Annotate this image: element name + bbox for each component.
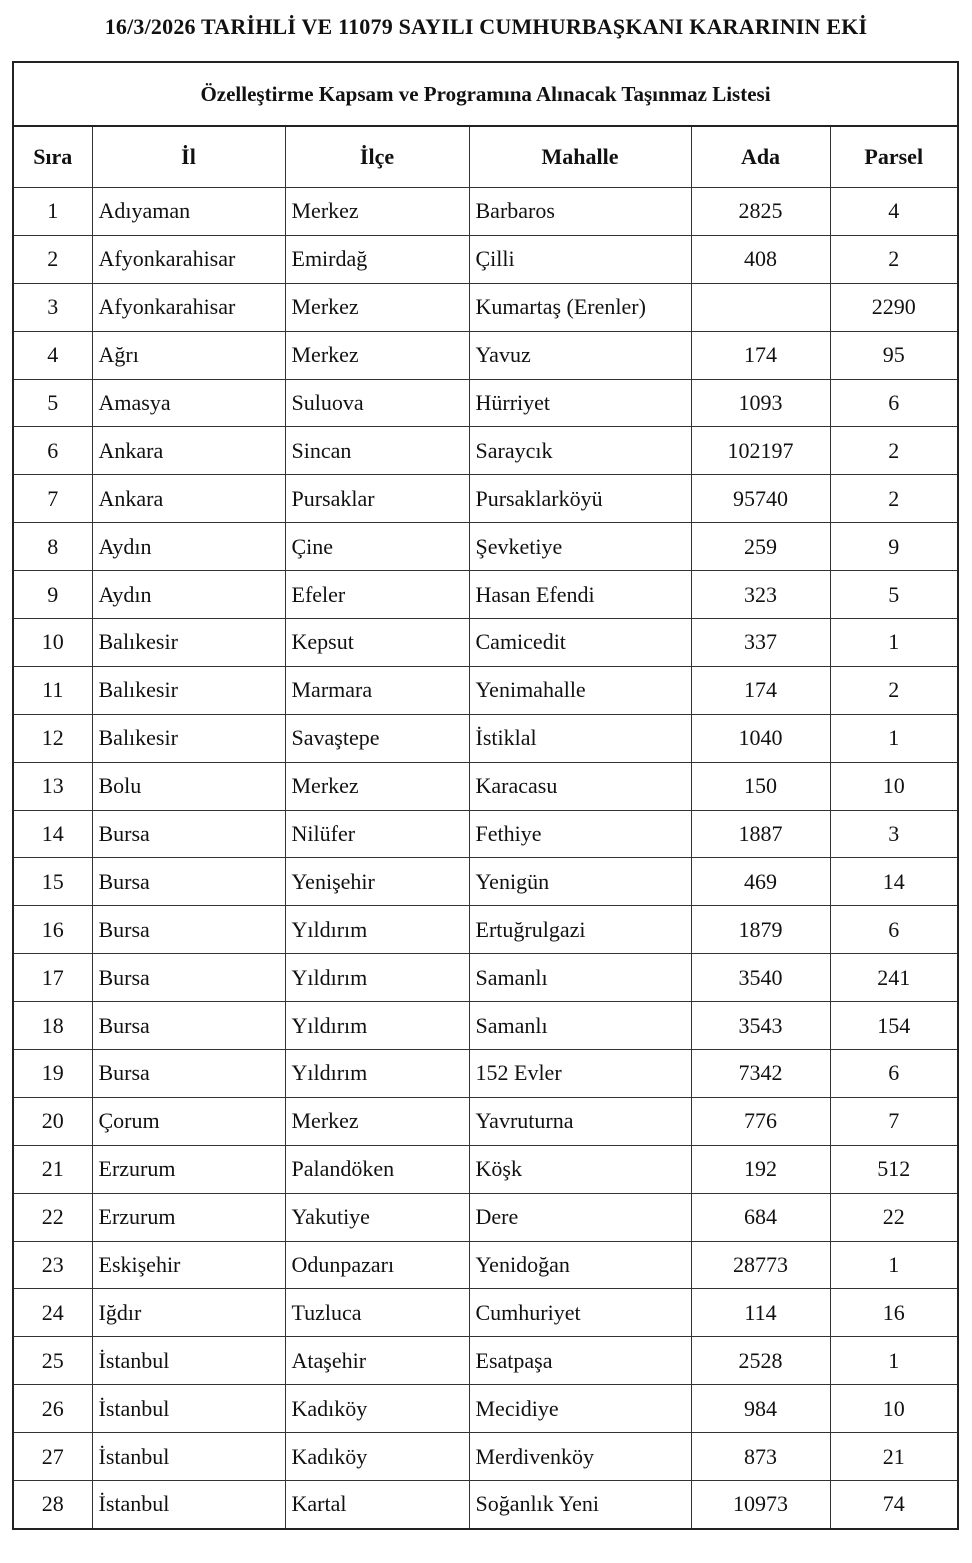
table-row [14,1097,957,1145]
cell-mahalle: İstiklal [469,714,691,762]
cell-ilce: Sincan [285,427,469,475]
cell-sira: 16 [14,906,92,954]
table-row [14,810,957,858]
cell-ilce: Merkez [285,283,469,331]
table-row [14,858,957,906]
cell-mahalle: Yenimahalle [469,666,691,714]
cell-parsel: 4 [830,188,957,236]
table-row [14,666,957,714]
cell-sira: 7 [14,475,92,523]
cell-ilce: Çine [285,523,469,571]
cell-mahalle: Soğanlık Yeni [469,1481,691,1528]
cell-sira: 17 [14,954,92,1002]
cell-parsel: 1 [830,1337,957,1385]
table-row [14,906,957,954]
cell-ada: 2528 [691,1337,830,1385]
cell-sira: 22 [14,1193,92,1241]
cell-ilce: Suluova [285,379,469,427]
cell-sira: 26 [14,1385,92,1433]
cell-mahalle: Saraycık [469,427,691,475]
cell-il: Çorum [92,1097,285,1145]
cell-mahalle: Mecidiye [469,1385,691,1433]
cell-il: Balıkesir [92,714,285,762]
cell-sira: 9 [14,571,92,619]
table-row [14,571,957,619]
cell-ada: 114 [691,1289,830,1337]
table-row [14,1433,957,1481]
cell-il: Afyonkarahisar [92,283,285,331]
header-il: İl [92,127,285,188]
table-row [14,283,957,331]
property-list-sheet [12,61,959,1530]
cell-parsel: 2 [830,666,957,714]
cell-parsel: 6 [830,906,957,954]
cell-ada: 3540 [691,954,830,1002]
cell-il: İstanbul [92,1337,285,1385]
table-row [14,331,957,379]
cell-ilce: Efeler [285,571,469,619]
table-row [14,1337,957,1385]
cell-il: Iğdır [92,1289,285,1337]
table-row [14,379,957,427]
cell-ada: 192 [691,1145,830,1193]
cell-ada: 776 [691,1097,830,1145]
cell-parsel: 10 [830,1385,957,1433]
table-row [14,1050,957,1098]
cell-ilce: Kartal [285,1481,469,1528]
cell-il: Amasya [92,379,285,427]
table-row [14,1481,957,1528]
cell-mahalle: Çilli [469,235,691,283]
cell-sira: 27 [14,1433,92,1481]
cell-ada: 28773 [691,1241,830,1289]
cell-ada: 873 [691,1433,830,1481]
cell-mahalle: Yavuz [469,331,691,379]
cell-parsel: 154 [830,1002,957,1050]
property-table [14,127,957,1528]
cell-il: Ankara [92,475,285,523]
cell-il: Ağrı [92,331,285,379]
cell-parsel: 2 [830,475,957,523]
cell-ilce: Yıldırım [285,954,469,1002]
cell-il: Bursa [92,810,285,858]
table-row [14,188,957,236]
cell-sira: 14 [14,810,92,858]
cell-ilce: Nilüfer [285,810,469,858]
table-row [14,427,957,475]
cell-mahalle: 152 Evler [469,1050,691,1098]
cell-parsel: 1 [830,1241,957,1289]
cell-ada: 684 [691,1193,830,1241]
cell-mahalle: Esatpaşa [469,1337,691,1385]
cell-sira: 18 [14,1002,92,1050]
cell-sira: 19 [14,1050,92,1098]
cell-parsel: 241 [830,954,957,1002]
cell-ada: 3543 [691,1002,830,1050]
cell-il: İstanbul [92,1385,285,1433]
cell-mahalle: Köşk [469,1145,691,1193]
cell-parsel: 95 [830,331,957,379]
cell-sira: 20 [14,1097,92,1145]
header-sira: Sıra [14,127,92,188]
table-row [14,619,957,667]
cell-mahalle: Karacasu [469,762,691,810]
cell-mahalle: Barbaros [469,188,691,236]
cell-ilce: Yenişehir [285,858,469,906]
cell-sira: 4 [14,331,92,379]
cell-ada: 1093 [691,379,830,427]
cell-sira: 2 [14,235,92,283]
cell-parsel: 74 [830,1481,957,1528]
cell-mahalle: Ertuğrulgazi [469,906,691,954]
cell-il: Ankara [92,427,285,475]
cell-mahalle: Dere [469,1193,691,1241]
cell-ilce: Tuzluca [285,1289,469,1337]
cell-parsel: 21 [830,1433,957,1481]
cell-parsel: 2 [830,427,957,475]
cell-sira: 1 [14,188,92,236]
cell-parsel: 1 [830,619,957,667]
cell-sira: 5 [14,379,92,427]
cell-parsel: 3 [830,810,957,858]
table-body [14,188,957,1528]
cell-sira: 11 [14,666,92,714]
table-row [14,523,957,571]
cell-parsel: 6 [830,1050,957,1098]
cell-ilce: Yıldırım [285,906,469,954]
cell-ilce: Yakutiye [285,1193,469,1241]
cell-ilce: Yıldırım [285,1050,469,1098]
cell-ilce: Merkez [285,1097,469,1145]
table-row [14,1002,957,1050]
cell-ilce: Merkez [285,762,469,810]
cell-ada: 984 [691,1385,830,1433]
cell-ada: 337 [691,619,830,667]
cell-sira: 25 [14,1337,92,1385]
table-row [14,235,957,283]
cell-ada: 174 [691,666,830,714]
cell-mahalle: Kumartaş (Erenler) [469,283,691,331]
cell-il: Bolu [92,762,285,810]
cell-ilce: Yıldırım [285,1002,469,1050]
cell-il: Erzurum [92,1193,285,1241]
cell-il: Adıyaman [92,188,285,236]
header-ilce: İlçe [285,127,469,188]
cell-sira: 10 [14,619,92,667]
cell-mahalle: Fethiye [469,810,691,858]
table-row [14,954,957,1002]
cell-parsel: 16 [830,1289,957,1337]
table-row [14,762,957,810]
cell-il: Bursa [92,858,285,906]
cell-il: Bursa [92,906,285,954]
cell-ilce: Pursaklar [285,475,469,523]
list-title: Özelleştirme Kapsam ve Programına Alınacak Taşınmaz Listesi [14,63,957,127]
cell-sira: 15 [14,858,92,906]
cell-sira: 6 [14,427,92,475]
cell-ada [691,283,830,331]
table-row [14,1289,957,1337]
cell-ilce: Merkez [285,188,469,236]
cell-ilce: Kadıköy [285,1433,469,1481]
cell-ilce: Kepsut [285,619,469,667]
cell-sira: 8 [14,523,92,571]
cell-parsel: 22 [830,1193,957,1241]
cell-sira: 3 [14,283,92,331]
cell-ada: 150 [691,762,830,810]
table-row [14,475,957,523]
cell-parsel: 7 [830,1097,957,1145]
cell-ada: 1879 [691,906,830,954]
cell-mahalle: Samanlı [469,954,691,1002]
cell-mahalle: Şevketiye [469,523,691,571]
cell-ada: 1040 [691,714,830,762]
cell-ilce: Kadıköy [285,1385,469,1433]
cell-sira: 24 [14,1289,92,1337]
cell-il: İstanbul [92,1481,285,1528]
cell-ilce: Merkez [285,331,469,379]
cell-il: Aydın [92,571,285,619]
cell-ada: 102197 [691,427,830,475]
cell-ilce: Emirdağ [285,235,469,283]
cell-ada: 2825 [691,188,830,236]
cell-mahalle: Pursaklarköyü [469,475,691,523]
cell-mahalle: Yenigün [469,858,691,906]
cell-ada: 469 [691,858,830,906]
cell-il: Afyonkarahisar [92,235,285,283]
cell-sira: 28 [14,1481,92,1528]
cell-sira: 13 [14,762,92,810]
table-row [14,1145,957,1193]
cell-parsel: 14 [830,858,957,906]
table-row [14,1193,957,1241]
cell-parsel: 6 [830,379,957,427]
cell-ilce: Marmara [285,666,469,714]
cell-parsel: 2 [830,235,957,283]
cell-parsel: 5 [830,571,957,619]
cell-parsel: 512 [830,1145,957,1193]
cell-il: Erzurum [92,1145,285,1193]
cell-il: Bursa [92,1050,285,1098]
cell-ada: 7342 [691,1050,830,1098]
cell-mahalle: Yavruturna [469,1097,691,1145]
cell-ilce: Savaştepe [285,714,469,762]
cell-ada: 1887 [691,810,830,858]
header-ada: Ada [691,127,830,188]
cell-il: İstanbul [92,1433,285,1481]
header-parsel: Parsel [830,127,957,188]
cell-mahalle: Yenidoğan [469,1241,691,1289]
cell-il: Balıkesir [92,619,285,667]
header-mahalle: Mahalle [469,127,691,188]
table-row [14,714,957,762]
cell-ilce: Ataşehir [285,1337,469,1385]
cell-mahalle: Hürriyet [469,379,691,427]
cell-mahalle: Merdivenköy [469,1433,691,1481]
cell-ada: 95740 [691,475,830,523]
cell-mahalle: Samanlı [469,1002,691,1050]
cell-il: Balıkesir [92,666,285,714]
cell-parsel: 1 [830,714,957,762]
cell-il: Eskişehir [92,1241,285,1289]
cell-ada: 10973 [691,1481,830,1528]
cell-ilce: Palandöken [285,1145,469,1193]
cell-mahalle: Camicedit [469,619,691,667]
table-header-row [14,127,957,188]
cell-sira: 21 [14,1145,92,1193]
cell-il: Aydın [92,523,285,571]
cell-mahalle: Hasan Efendi [469,571,691,619]
cell-ada: 174 [691,331,830,379]
document-title: 16/3/2026 TARİHLİ VE 11079 SAYILI CUMHURBAŞKANI KARARININ EKİ [104,14,868,39]
cell-parsel: 9 [830,523,957,571]
cell-mahalle: Cumhuriyet [469,1289,691,1337]
cell-ada: 323 [691,571,830,619]
cell-il: Bursa [92,1002,285,1050]
cell-il: Bursa [92,954,285,1002]
table-row [14,1385,957,1433]
cell-parsel: 10 [830,762,957,810]
cell-ilce: Odunpazarı [285,1241,469,1289]
cell-parsel: 2290 [830,283,957,331]
cell-ada: 259 [691,523,830,571]
cell-sira: 23 [14,1241,92,1289]
cell-ada: 408 [691,235,830,283]
table-row [14,1241,957,1289]
cell-sira: 12 [14,714,92,762]
